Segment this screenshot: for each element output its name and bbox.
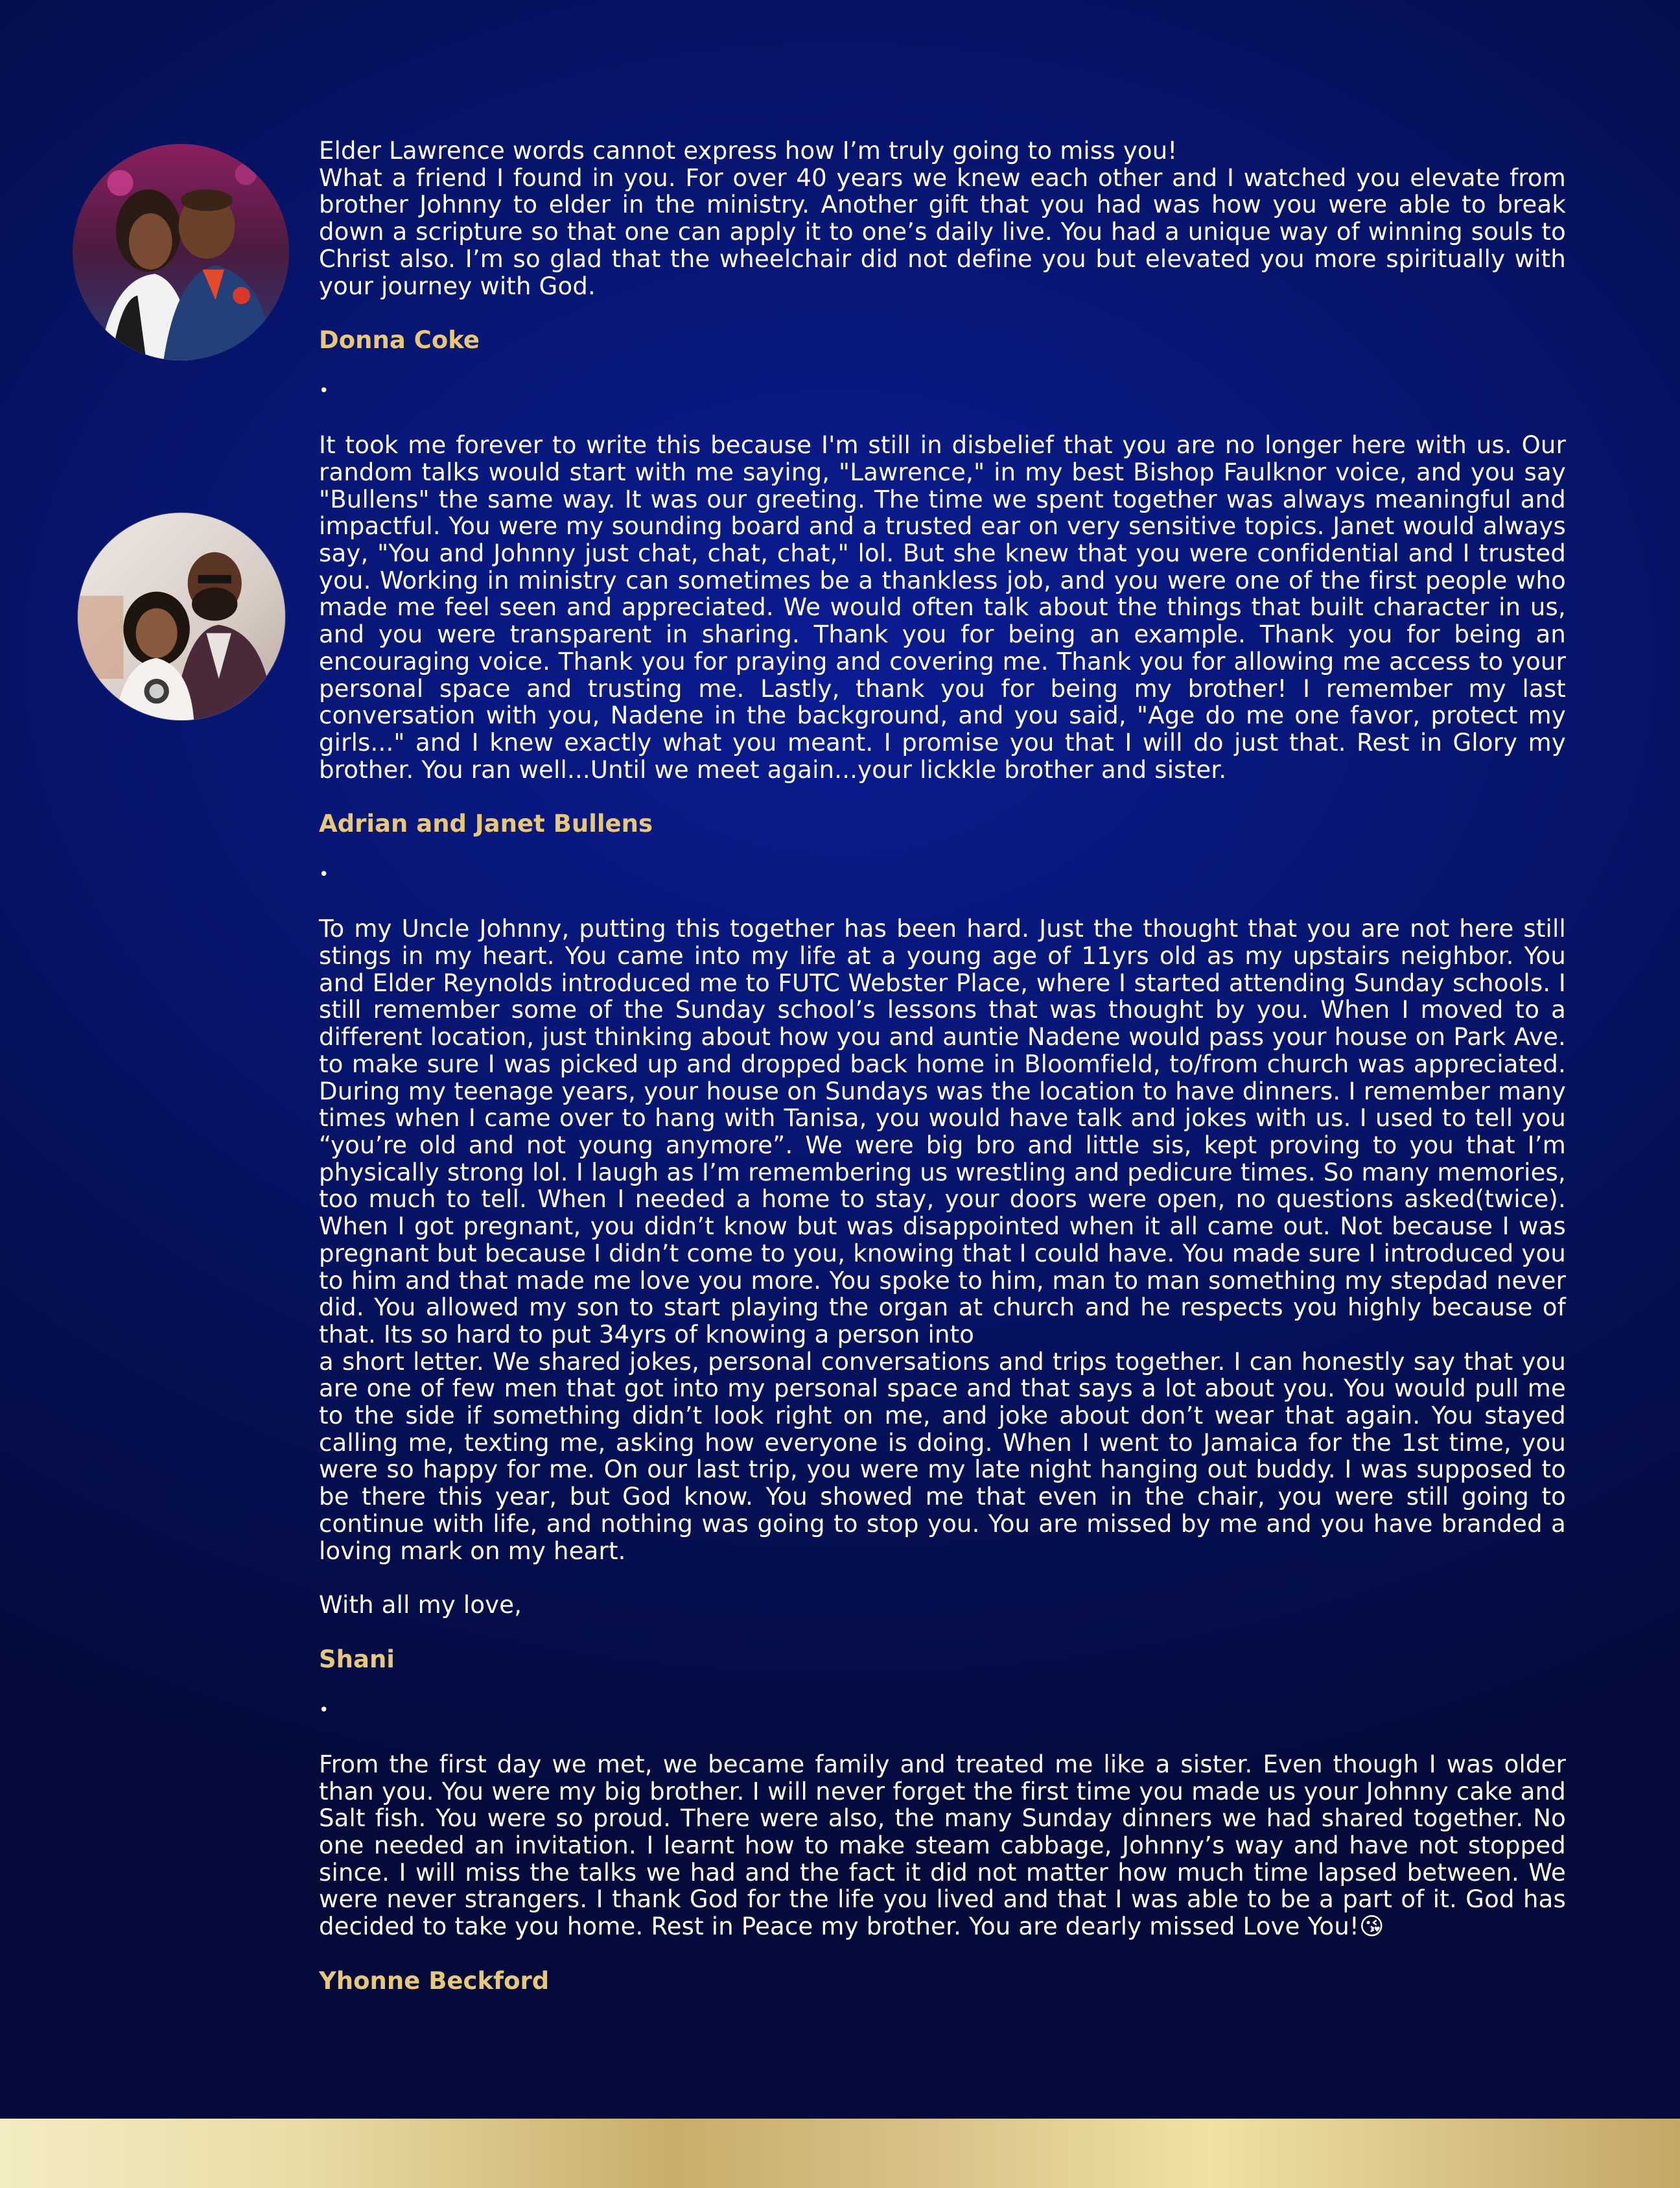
tribute-author: Donna Coke — [319, 326, 480, 355]
separator-bullet: • — [319, 381, 329, 401]
photo-donna-coke — [73, 144, 289, 360]
separator-bullet: • — [319, 865, 329, 885]
tribute-shani — [319, 915, 1566, 1724]
tribute-adrian-janet-bullens — [319, 432, 1566, 888]
tribute-message: From the first day we met, we became family and treated me like a sister. Even though I was older than you. You were my big brother. I will never forget the first time you made us your Johnny cake and Salt fish. You were so proud. There were also, the many Sunday dinners we had shared together. No one needed an invitation. I learnt how to make steam cabbage, Johnny’s way and have not stopped since. I will miss the talks we had and the fact it did not matter how much time lapsed between. We were never strangers. I thank God for the life you lived and that I was able to be a part of it. God has decided to take you home. Rest in Peace my brother. You are dearly missed Love You!😘 — [319, 1750, 1566, 1941]
tribute-message: It took me forever to write this because I'm still in disbelief that you are no longer here with us. Our random talks would start with me saying, "Lawrence," in my best Bishop Faulknor voice, and you say "Bullens" the same way. It was our greeting. The time we spent together was always meaningful and impactful. You were my sounding board and a trusted ear on very sensitive topics. Janet would always say, "You and Johnny just chat, chat, chat," lol. But she knew that you were confidential and I trusted you. Working in ministry can sometimes be a thankless job, and you were one of the first people who made me feel seen and appreciated. We would often talk about the things that built character in us, and you were transparent in sharing. Thank you for being an example. Thank you for being an encouraging voice. Thank you for praying and covering me. Thank you for allowing me access to your personal space and trusting me. Lastly, thank you for being my brother! I remember my last conversation with you, Nadene in the background, and you said, "Age do me one favor, protect my girls..." and I knew exactly what you meant. I promise you that I will do just that. Rest in Glory my brother. You ran well...Until we meet again...your lickkle brother and sister. — [319, 431, 1566, 784]
photo-adrian-janet-bullens — [78, 513, 285, 720]
tributes-column — [319, 137, 1566, 1995]
tribute-message: To my Uncle Johnny, putting this together has been hard. Just the thought that you are not here still stings in my heart. You came into my life at a young age of 11yrs old as my upstairs neighbor. You and Elder Reynolds introduced me to FUTC Webster Place, where I started attending Sunday schools. I still remember some of the Sunday school’s lessons that was thought by you. When I moved to a different location, just thinking about how you and auntie Nadene would pass your house on Park Ave. to make sure I was picked up and dropped back home in Bloomfield, to/from church was appreciated. During my teenage years, your house on Sundays was the location to have dinners. I remember many times when I came over to hang with Tanisa, you would have talk and jokes with us. I used to tell you “you’re old and not young anymore”. We were big bro and little sis, kept proving to you that I’m physically strong lol. I laugh as I’m remembering us wrestling and pedicure times. So many memories, too much to tell. When I needed a home to stay, your doors were open, no questions asked(twice). When I got pregnant, you didn’t know but was disappointed when it all came out. Not because I was pregnant but because I didn’t come to you, knowing that I could have. You made sure I introduced you to him and that made me love you more. You spoke to him, man to man something my stepdad never did. You allowed my son to start playing the organ at church and he respects you highly because of that. Its so hard to put 34yrs of knowing a person into a short letter. We shared jokes, personal conversations and trips together. I can honestly say that you are one of few men that got into my personal space and that says a lot about you. You would pull me to the side if something didn’t look right on me, and joke about don’t wear that again. You stayed calling me, texting me, asking how everyone is doing. When I went to Jamaica for the 1st time, you were so happy for me. On our last trip, you were my late night hanging out buddy. I was supposed to be there this year, but God know. You showed me that even in the chair, you were still going to continue with life, and nothing was going to stop you. You are missed by me and you have branded a loving mark on my heart. — [319, 915, 1566, 1565]
tribute-author: Yhonne Beckford — [319, 1966, 550, 1995]
tribute-yhonne-beckford — [319, 1751, 1566, 1995]
tribute-author: Adrian and Janet Bullens — [319, 810, 653, 838]
tribute-donna-coke — [319, 137, 1566, 405]
tribute-closing: With all my love, — [319, 1591, 522, 1619]
separator-bullet: • — [319, 1700, 329, 1720]
couple-photo-2 — [78, 513, 285, 720]
gold-footer-band — [0, 2119, 1680, 2188]
tribute-author: Shani — [319, 1645, 395, 1673]
couple-photo-1 — [73, 144, 289, 360]
tribute-message: Elder Lawrence words cannot express how I’m truly going to miss you! What a friend I found in you. For over 40 years we knew each other and I watched you elevate from brother Johnny to elder in the ministry. Another gift that you had was how you were able to break down a scripture so that one can apply it to one’s daily live. You had a unique way of winning souls to Christ also. I’m so glad that the wheelchair did not define you but elevated you more spiritually with your journey with God. — [319, 137, 1566, 300]
